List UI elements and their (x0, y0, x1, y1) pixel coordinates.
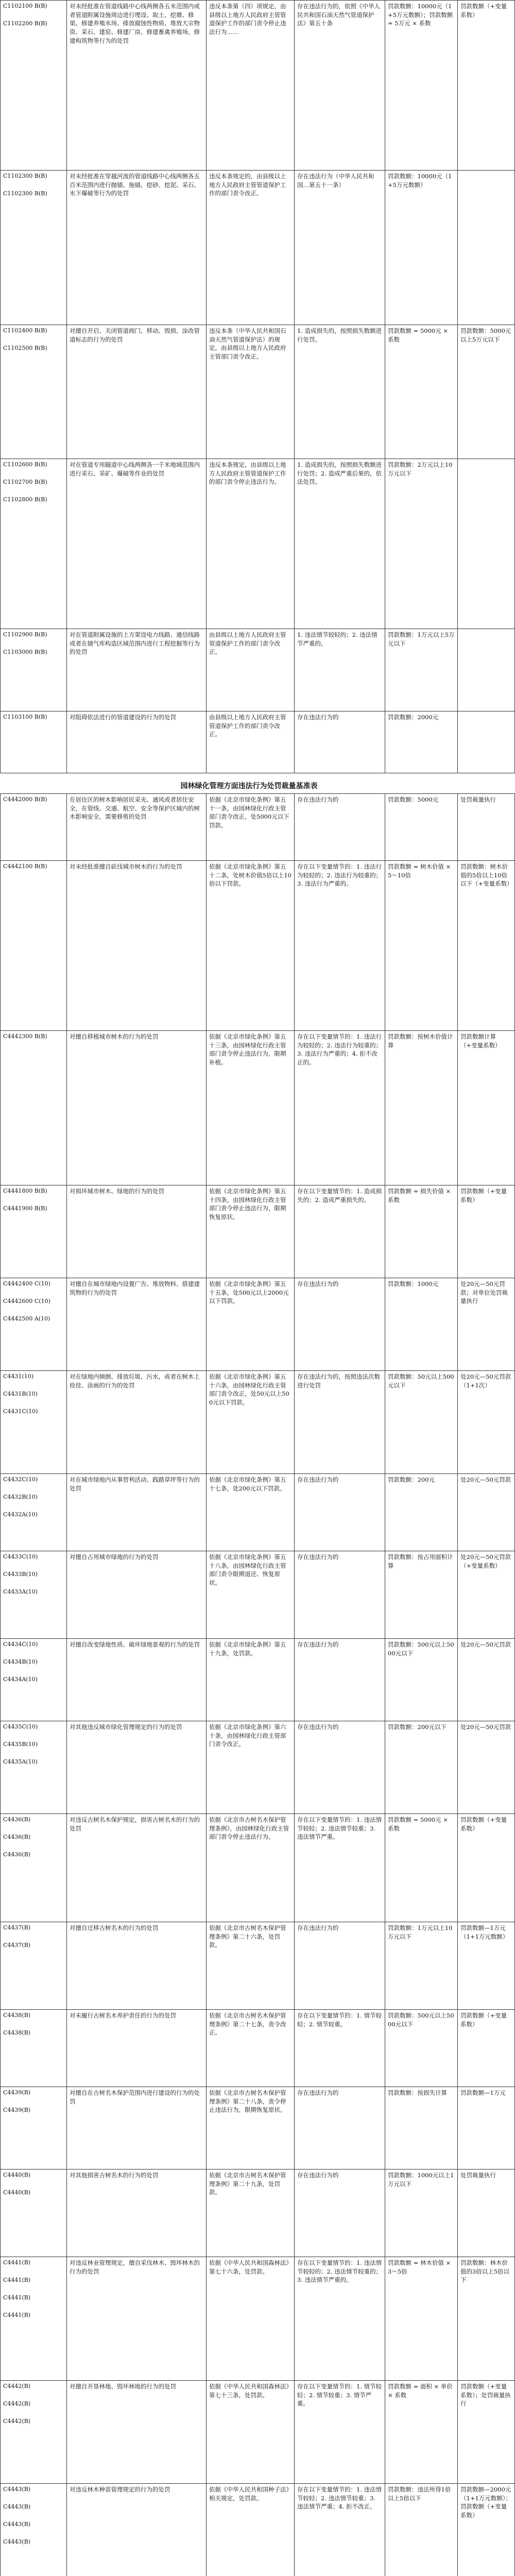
item-code: C1102600 B(B) (3, 461, 47, 468)
table-row (1, 1, 515, 171)
condition-cell: 存在以下变量情节的：1. 违法情节较轻；2. 违法情节较重；3. 违法情节严重；4. 拒不改正。 (295, 2484, 385, 2576)
item-code: C4432B(10) (3, 1493, 38, 1500)
penalty-cell: 罚款数额：500元以上5000元以下 (385, 2010, 458, 2087)
remark-cell: 罚款数额计算（+变量系数） (458, 1031, 515, 1185)
table-row (1, 1551, 515, 1639)
item-code: C4434A(10) (3, 1675, 38, 1683)
table-row (1, 794, 515, 861)
legal-basis-cell: 依据《北京市古树名木保护管理条例》第二十六条，处罚款。 (207, 1922, 295, 2010)
remark-cell: 罚款数额（+变量系数） (458, 1, 515, 171)
violation-cell: 对擅自开垦林地、毁坏林地的行为的处罚 (67, 2381, 207, 2484)
table-row (1, 1474, 515, 1551)
table-row (1, 1278, 515, 1371)
item-code: C4443(B) (3, 2538, 31, 2545)
penalty-cell: 罚款数额：2000元 (385, 711, 458, 773)
table-row (1, 1185, 515, 1278)
remark-cell (458, 459, 515, 629)
remark-cell: 罚款数额（+变量系数） (458, 1185, 515, 1278)
condition-cell: 存在违法行为的 (295, 2087, 385, 2170)
condition-cell: 1. 违法情节较轻的；2. 违法情节严重的。 (295, 629, 385, 711)
item-code: C4433C(10) (3, 1553, 38, 1560)
item-code: C1102200 B(B) (3, 20, 47, 27)
table-row (1, 1031, 515, 1185)
table-row (1, 171, 515, 325)
remark-cell: 处罚裁量执行 (458, 2170, 515, 2257)
violation-cell: 对擅自迁移古树名木的行为的处罚 (67, 1922, 207, 2010)
remark-cell (458, 629, 515, 711)
legal-basis-cell: 违反本条规定的，由县级以上地方人民政府主管管道保护工作的部门责令改正。 (207, 171, 295, 325)
remark-cell (458, 171, 515, 325)
violation-cell: 对在绿地内倾倒、排放垃圾、污水，或者在树木上拴挂、涂画的行为的处罚 (67, 1371, 207, 1474)
item-code: C4443(B) (3, 2486, 31, 2493)
penalty-cell: 罚款数额：1000元以上1万元以下 (385, 2170, 458, 2257)
item-code: C4434C(10) (3, 1641, 38, 1648)
violation-cell: 对擅自占用城市绿地的行为的处罚 (67, 1551, 207, 1639)
code-cell (1, 861, 67, 1031)
penalty-cell: 罚款数额：按占用面积计算 (385, 1551, 458, 1639)
penalty-cell: 罚款数额：1000元 (385, 1278, 458, 1371)
item-code: C4431B(10) (3, 1390, 38, 1397)
legal-basis-cell: 依据《北京市绿化条例》第五十四条，由园林绿化行政主管部门责令停止违法行为，限期恢复原状。 (207, 1185, 295, 1278)
table-row (1, 629, 515, 711)
code-cell (1, 1721, 67, 1814)
item-code: C4432A(10) (3, 1511, 38, 1518)
violation-cell: 对在管道附属设施的上方架设电力线路、通信线路或者在储气库构造区域范围内进行工程挖掘等行为的处罚 (67, 629, 207, 711)
item-code: C4435B(10) (3, 1740, 38, 1748)
condition-cell: 存在违法行为的，按照违法次数进行处罚 (295, 1371, 385, 1474)
code-cell (1, 1371, 67, 1474)
table-row (1, 1639, 515, 1721)
condition-cell: 存在违法行为的 (295, 1474, 385, 1551)
legal-basis-cell: 依据《中华人民共和国森林法》第七十三条，处罚款。 (207, 2381, 295, 2484)
table-row (1, 1922, 515, 2010)
table-row (1, 861, 515, 1031)
penalty-cell: 罚款数额：200元 (385, 1474, 458, 1551)
condition-cell: 存在以下变量情节的：1. 情节较轻；2. 情节较重。 (295, 2010, 385, 2087)
item-code: C4432C(10) (3, 1476, 38, 1483)
legal-basis-cell: 依据《北京市绿化条例》第五十五条，处500元以上2000元以下罚款。 (207, 1278, 295, 1371)
item-code: C1102800 B(B) (3, 496, 47, 503)
table-row (1, 325, 515, 459)
condition-cell: 存在违法行为的 (295, 2170, 385, 2257)
code-cell (1, 1639, 67, 1721)
legal-basis-cell: 依据《北京市古树名木保护管理条例》，由园林绿化行政主管部门责令停止违法行为。 (207, 1814, 295, 1922)
item-code: C4440(B) (3, 2172, 31, 2178)
item-code: C4443(B) (3, 2520, 31, 2528)
remark-cell: 处20元—50元罚款 (458, 1639, 515, 1721)
legal-basis-cell: 依据《北京市绿化条例》第五十三条，由园林绿化行政主管部门责令停止违法行为，限期补植。 (207, 1031, 295, 1185)
legal-basis-cell: 依据《中华人民共和国森林法》第七十六条，处罚款。 (207, 2257, 295, 2381)
violation-cell: 对在管道专用隧道中心线两侧各一千米地域范围内进行采石、采矿、爆破等作业的处罚 (67, 459, 207, 629)
violation-cell: 对违反林木种苗管理规定的行为的处罚 (67, 2484, 207, 2576)
violation-cell: 对擅自在古树名木保护范围内进行建设的行为的处罚 (67, 2087, 207, 2170)
code-cell (1, 325, 67, 459)
penalty-cell: 罚款数额：2万元以上10万元以下 (385, 459, 458, 629)
condition-cell: 存在违法行为的 (295, 711, 385, 773)
penalty-cell: 罚款数额 = 林木价值 × 3～5倍 (385, 2257, 458, 2381)
penalty-cell: 罚款数额：1万元以上10万元以下 (385, 1922, 458, 2010)
item-code: C1102300 B(B) (3, 190, 47, 197)
condition-cell: 存在以下变量情节的：1. 违法情节较轻的；2. 违法情节较重的；3. 违法情节严重的。 (295, 2257, 385, 2381)
code-cell (1, 1474, 67, 1551)
violation-cell: 对在城市绿地内从事营利活动、践踏草坪等行为的处罚 (67, 1474, 207, 1551)
condition-cell: 存在以下变量情节的：1. 情节较轻；2. 情节较重；3. 情节严重。 (295, 2381, 385, 2484)
item-code: C1102400 B(B) (3, 327, 47, 334)
violation-cell: 对其他违反城市绿化管理规定的行为的处罚 (67, 1721, 207, 1814)
item-code: C4440(B) (3, 2189, 31, 2196)
violation-cell: 对擅自移植城市树木的行为的处罚 (67, 1031, 207, 1185)
item-code: C4437(B) (3, 1941, 31, 1948)
item-code: C4441(B) (3, 2311, 31, 2318)
item-code: C4435C(10) (3, 1723, 38, 1730)
item-code: C4436(B) (3, 1851, 31, 1858)
code-cell (1, 2170, 67, 2257)
condition-cell: 存在以下变量情节的：1. 违法行为较轻的；2. 违法行为较重的；3. 违法行为严重的。 (295, 861, 385, 1031)
item-code: C4442100 B(B) (3, 863, 47, 870)
table-row (1, 1721, 515, 1814)
block2-table (0, 793, 515, 1278)
penalty-cell: 罚款数额：200元以下 (385, 1721, 458, 1814)
item-code: C4437(B) (3, 1924, 31, 1931)
violation-cell: 对未经批准擅自砍伐城市树木的行为的处罚 (67, 861, 207, 1031)
code-cell (1, 1814, 67, 1922)
code-cell (1, 629, 67, 711)
item-code: C4442600 C(10) (3, 1297, 50, 1304)
legal-basis-cell: 违反本条（中华人民共和国石油天然气管道保护法）的规定，由县级以上地方人民政府主管部门责令改正。 (207, 325, 295, 459)
code-cell (1, 1278, 67, 1371)
penalty-cell: 罚款数额 = 5000元 × 系数 (385, 325, 458, 459)
condition-cell: 存在违法行为的，依照《中华人民共和国石油天然气管道保护法》第五十条 (295, 1, 385, 171)
condition-cell: 存在以下变量情节的：1. 违法行为较轻的；2. 违法行为较重的；3. 违法行为严重的；4. 拒不改正的。 (295, 1031, 385, 1185)
condition-cell: 存在违法行为的 (295, 1922, 385, 2010)
penalty-cell: 罚款数额：50元以上500元以下 (385, 1371, 458, 1474)
table-row (1, 1814, 515, 1922)
condition-cell: 存在违法行为的 (295, 794, 385, 861)
remark-cell: 罚款数额—2000元（1+1万元数额）；罚款数额（+变量系数） (458, 2484, 515, 2576)
table-row (1, 711, 515, 773)
legal-basis-cell: 依据《北京市古树名木保护管理条例》第二十九条，处罚款。 (207, 2170, 295, 2257)
penalty-cell: 罚款数额：1万元以上5万元以下 (385, 629, 458, 711)
item-code: C4433A(10) (3, 1588, 38, 1595)
penalty-cell: 罚款数额 = 树木价值 × 5～10倍 (385, 861, 458, 1031)
violation-cell: 对未经批准在穿越河流的管道线路中心线两侧各五百米范围内进行抛锚、拖锚、挖砂、挖泥、采石、水下爆破等行为的处罚 (67, 171, 207, 325)
remark-cell: 处20元—50元罚款（1+1次） (458, 1371, 515, 1474)
violation-cell: 对擅自改变绿地性质、破坏绿地景观的行为的处罚 (67, 1639, 207, 1721)
legal-basis-cell: 依据《北京市古树名木保护管理条例》第二十七条，责令改正。 (207, 2010, 295, 2087)
code-cell (1, 2484, 67, 2576)
violation-cell: 对其他损害古树名木的行为的处罚 (67, 2170, 207, 2257)
item-code: C4442400 C(10) (3, 1280, 50, 1287)
code-cell (1, 711, 67, 773)
legal-basis-cell: 依据《中华人民共和国种子法》相关规定，处罚款。 (207, 2484, 295, 2576)
item-code: C4438(B) (3, 2012, 31, 2019)
item-code: C1102700 B(B) (3, 478, 47, 485)
condition-cell: 存在违法行为的 (295, 1551, 385, 1639)
condition-cell: 存在违法行为（中华人民共和国…第五十一条） (295, 171, 385, 325)
item-code: C4442(B) (3, 2383, 31, 2389)
code-cell (1, 2381, 67, 2484)
condition-cell: 1. 造成损失的，按照损失数额进行处罚；2. 造成严重后果的，依法处罚。 (295, 459, 385, 629)
violation-cell: 对违反林业管理规定，擅自采伐林木、毁坏林木的行为的处罚 (67, 2257, 207, 2381)
legal-basis-cell: 由县级以上地方人民政府主管管道保护工作的部门责令改正。 (207, 629, 295, 711)
table-row (1, 2484, 515, 2576)
remark-cell: 罚款数额（+变量系数） (458, 2010, 515, 2087)
table-row (1, 2010, 515, 2087)
legal-basis-cell: 依据《北京市绿化条例》第五十一条，由园林绿化行政主管部门责令改正，处5000元以下罚款。 (207, 794, 295, 861)
condition-cell: 存在违法行为的 (295, 1639, 385, 1721)
penalty-cell: 罚款数额：按树木价值计算 (385, 1031, 458, 1185)
code-cell (1, 1922, 67, 2010)
item-code: C4436(B) (3, 1816, 31, 1823)
penalty-cell: 罚款数额：5000元 (385, 794, 458, 861)
remark-cell: 罚款数额：林木价值的3倍以上5倍以下 (458, 2257, 515, 2381)
violation-cell: 对损坏城市树木、绿地的行为的处罚 (67, 1185, 207, 1278)
remark-cell: 处20元—50元罚款（+变量系数） (458, 1551, 515, 1639)
code-cell (1, 2087, 67, 2170)
item-code: C4441900 B(B) (3, 1205, 47, 1212)
block1-table (0, 0, 515, 773)
code-cell (1, 1551, 67, 1639)
item-code: C4441(B) (3, 2294, 31, 2301)
item-code: C1103100 B(B) (3, 714, 47, 720)
item-code: C4438(B) (3, 2029, 31, 2036)
section-title: 园林绿化管理方面违法行为处罚裁量基准表 (180, 782, 318, 790)
item-code: C4439(B) (3, 2089, 31, 2096)
penalty-cell: 罚款数额：按损失计算 (385, 2087, 458, 2170)
item-code: C1102100 B(B) (3, 3, 47, 9)
item-code: C4443(B) (3, 2503, 31, 2510)
violation-cell: 在居住区的树木影响居民采光、通风或者居住安全，在管线、交通、航空、安全等保护区域内的树木影响安全，需要修剪的处罚 (67, 794, 207, 861)
remark-cell: 罚款数额（+变量系数） (458, 1814, 515, 1922)
item-code: C4442500 A(10) (3, 1315, 50, 1322)
legal-basis-cell: 违反本条规定，由县级以上地方人民政府主管管道保护工作的部门责令停止违法行为。 (207, 459, 295, 629)
legal-basis-cell: 依据《北京市绿化条例》第五十七条，处200元以下罚款。 (207, 1474, 295, 1551)
condition-cell: 存在以下变量情节的：1. 造成损失的；2. 造成严重损失的。 (295, 1185, 385, 1278)
item-code: C4441(B) (3, 2276, 31, 2283)
condition-cell: 存在以下变量情节的：1. 违法情节较轻；2. 违法情节较重；3. 违法情节严重。 (295, 1814, 385, 1922)
code-cell (1, 171, 67, 325)
code-cell (1, 794, 67, 861)
remark-cell: 罚款数额（+变量系数）；处罚裁量执行 (458, 2381, 515, 2484)
item-code: C1102500 B(B) (3, 344, 47, 351)
code-cell (1, 2010, 67, 2087)
remark-cell (458, 711, 515, 773)
condition-cell: 存在违法行为的 (295, 1721, 385, 1814)
penalty-cell: 罚款数额：10000元（1+5万元数额）；罚款数额 = 5万元 × 系数 (385, 1, 458, 171)
table-row (1, 2381, 515, 2484)
item-code: C4439(B) (3, 2106, 31, 2113)
legal-basis-cell: 违反本条第（四）项规定，由县级以上地方人民政府主管管道保护工作的部门责令停止违法行为…… (207, 1, 295, 171)
table-row (1, 459, 515, 629)
legal-basis-cell: 依据《北京市绿化条例》第五十二条，处树木价值5倍以上10倍以下罚款。 (207, 861, 295, 1031)
code-cell (1, 1031, 67, 1185)
table-row (1, 2170, 515, 2257)
violation-cell: 对未履行古树名木养护责任的行为的处罚 (67, 2010, 207, 2087)
item-code: C4442(B) (3, 2400, 31, 2407)
item-code: C4431C(10) (3, 1408, 38, 1415)
item-code: C1102300 B(B) (3, 173, 47, 179)
legal-basis-cell: 依据《北京市古树名木保护管理条例》第二十八条，责令停止违法行为，限期恢复原状。 (207, 2087, 295, 2170)
remark-cell: 处罚裁量执行 (458, 794, 515, 861)
item-code: C4441(B) (3, 2259, 31, 2266)
table-row (1, 2257, 515, 2381)
code-cell (1, 1, 67, 171)
legal-basis-cell: 由县级以上地方人民政府主管管道保护工作的部门责令改正。 (207, 711, 295, 773)
condition-cell: 1. 造成损失的，按照损失数额进行处罚。 (295, 325, 385, 459)
penalty-cell: 罚款数额：10000元（1+5万元数额） (385, 171, 458, 325)
remark-cell: 罚款数额：树木价值的5倍以上10倍以下（+变量系数） (458, 861, 515, 1031)
condition-cell: 存在违法行为的 (295, 1278, 385, 1371)
item-code: C4433B(10) (3, 1570, 38, 1578)
violation-cell: 对违反古树名木保护规定，损害古树名木的行为的处罚 (67, 1814, 207, 1922)
remark-cell: 罚款数额：5000元以上5万元以下 (458, 325, 515, 459)
item-code: C4434B(10) (3, 1658, 38, 1665)
item-code: C1102900 B(B) (3, 631, 47, 638)
penalty-cell: 罚款数额 = 5000元 × 系数 (385, 1814, 458, 1922)
block4-table (0, 1814, 515, 2257)
penalty-cell: 罚款数额 = 损失价值 × 系数 (385, 1185, 458, 1278)
code-cell (1, 1185, 67, 1278)
block3-table (0, 1278, 515, 1814)
remark-cell: 罚款数额—1万元（1+1万元数额） (458, 1922, 515, 2010)
remark-cell: 罚款数额—1万元 (458, 2087, 515, 2170)
violation-cell: 对擅自在城市绿地内设置广告、堆放物料、搭建建筑物的行为的处罚 (67, 1278, 207, 1371)
legal-basis-cell: 依据《北京市绿化条例》第五十六条，由园林绿化行政主管部门责令改正，处50元以上500元以下罚款。 (207, 1371, 295, 1474)
violation-cell: 对擅自开启、关闭管道阀门，移动、毁损、涂改管道标志的行为的处罚 (67, 325, 207, 459)
table-row (1, 1371, 515, 1474)
item-code: C4442300 B(B) (3, 1033, 47, 1040)
legal-basis-cell: 依据《北京市绿化条例》第五十九条，处罚款。 (207, 1639, 295, 1721)
item-code: C4431(10) (3, 1373, 33, 1380)
table-row (1, 2087, 515, 2170)
item-code: C4436(B) (3, 1833, 31, 1840)
penalty-cell: 罚款数额：违法所得1倍以上5倍以下 (385, 2484, 458, 2576)
item-code: C4441800 B(B) (3, 1188, 47, 1194)
penalty-cell: 罚款数额 = 面积 × 单价 × 系数 (385, 2381, 458, 2484)
item-code: C4442(B) (3, 2417, 31, 2425)
remark-cell: 处20元—50元罚款 (458, 1721, 515, 1814)
legal-basis-cell: 依据《北京市绿化条例》第五十八条，由园林绿化行政主管部门责令限期退还、恢复原状。 (207, 1551, 295, 1639)
item-code: C4442000 B(B) (3, 796, 47, 803)
violation-cell: 对未经批准在管道线路中心线两侧各五米范围内或者管道附属设施周边进行埋设、取土、挖塘、修渠、修建养殖水场、排放腐蚀性物质、堆放大宗物资、采石、建窑、修建厂房、修建畜禽养殖场、修建构筑物等行为的处罚 (67, 1, 207, 171)
legal-basis-cell: 依据《北京市绿化条例》第六十条，由园林绿化行政主管部门责令改正。 (207, 1721, 295, 1814)
item-code: C1103000 B(B) (3, 648, 47, 655)
penalty-cell: 罚款数额：500元以上5000元以下 (385, 1639, 458, 1721)
code-cell (1, 2257, 67, 2381)
item-code: C4435A(10) (3, 1758, 38, 1765)
code-cell (1, 459, 67, 629)
violation-cell: 对阻碍依法进行的管道建设的行为的处罚 (67, 711, 207, 773)
block5-table (0, 2257, 515, 2576)
remark-cell: 处20元—50元罚款；对单位处罚裁量执行 (458, 1278, 515, 1371)
remark-cell: 处20元—50元罚款 (458, 1474, 515, 1551)
